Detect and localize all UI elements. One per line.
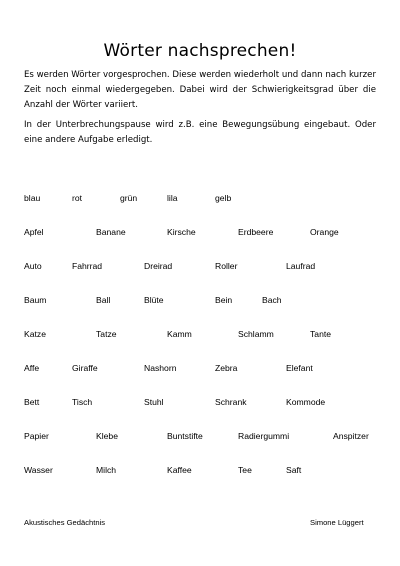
word-item: Erdbeere xyxy=(238,227,274,237)
word-item: Roller xyxy=(215,261,238,271)
word-item: Bach xyxy=(262,295,282,305)
word-item: Stuhl xyxy=(144,397,164,407)
intro-paragraph-2: In der Unterbrechungspause wird z.B. eine Bewegungsübung eingebaut. Oder eine andere Aufgabe erledigt. xyxy=(24,120,376,145)
word-row xyxy=(0,261,400,275)
word-item: rot xyxy=(72,193,83,203)
word-item: Kirsche xyxy=(167,227,196,237)
word-item: blau xyxy=(24,193,41,203)
word-item: Katze xyxy=(24,329,46,339)
word-item: Blüte xyxy=(144,295,164,305)
word-item: Giraffe xyxy=(72,363,98,373)
word-item: Papier xyxy=(24,431,49,441)
word-row xyxy=(0,465,400,479)
word-item: Banane xyxy=(96,227,126,237)
word-item: lila xyxy=(167,193,178,203)
word-item: Wasser xyxy=(24,465,53,475)
word-item: Fahrrad xyxy=(72,261,103,271)
word-row xyxy=(0,295,400,309)
word-item: gelb xyxy=(215,193,232,203)
word-item: Schrank xyxy=(215,397,247,407)
word-row xyxy=(0,363,400,377)
word-item: Milch xyxy=(96,465,117,475)
word-item: Saft xyxy=(286,465,302,475)
word-item: Tatze xyxy=(96,329,117,339)
footer-left: Akustisches Gedächtnis xyxy=(24,518,106,527)
word-item: Kamm xyxy=(167,329,192,339)
word-item: Klebe xyxy=(96,431,118,441)
word-row xyxy=(0,329,400,343)
word-item: Zebra xyxy=(215,363,238,373)
word-item: Tee xyxy=(238,465,252,475)
word-item: Apfel xyxy=(24,227,44,237)
word-item: Elefant xyxy=(286,363,313,373)
word-item: Kommode xyxy=(286,397,326,407)
page-title: Wörter nachsprechen! xyxy=(103,41,297,61)
word-item: Radiergummi xyxy=(238,431,290,441)
word-item: Bett xyxy=(24,397,40,407)
word-item: Kaffee xyxy=(167,465,192,475)
word-item: Auto xyxy=(24,261,42,271)
word-item: Nashorn xyxy=(144,363,177,373)
word-row xyxy=(0,227,400,241)
word-item: Affe xyxy=(24,363,40,373)
word-item: Baum xyxy=(24,295,47,305)
word-item: Ball xyxy=(96,295,111,305)
word-item: Bein xyxy=(215,295,233,305)
word-row xyxy=(0,397,400,411)
word-item: Buntstifte xyxy=(167,431,203,441)
word-item: Orange xyxy=(310,227,339,237)
word-row xyxy=(0,431,400,445)
footer-right: Simone Lüggert xyxy=(310,518,364,527)
intro-paragraph-1: Es werden Wörter vorgesprochen. Diese werden wiederholt und dann nach kurzer Zeit noch einmal wiedergegeben. Dabei wird der Schwierigkeitsgrad über die Anzahl der Wörter variiert. xyxy=(24,70,376,110)
word-item: Anspitzer xyxy=(333,431,369,441)
word-item: Dreirad xyxy=(144,261,173,271)
word-row xyxy=(0,193,400,207)
word-item: Tante xyxy=(310,329,332,339)
word-item: Laufrad xyxy=(286,261,316,271)
word-item: Tisch xyxy=(72,397,93,407)
word-item: grün xyxy=(120,193,138,203)
word-item: Schlamm xyxy=(238,329,274,339)
